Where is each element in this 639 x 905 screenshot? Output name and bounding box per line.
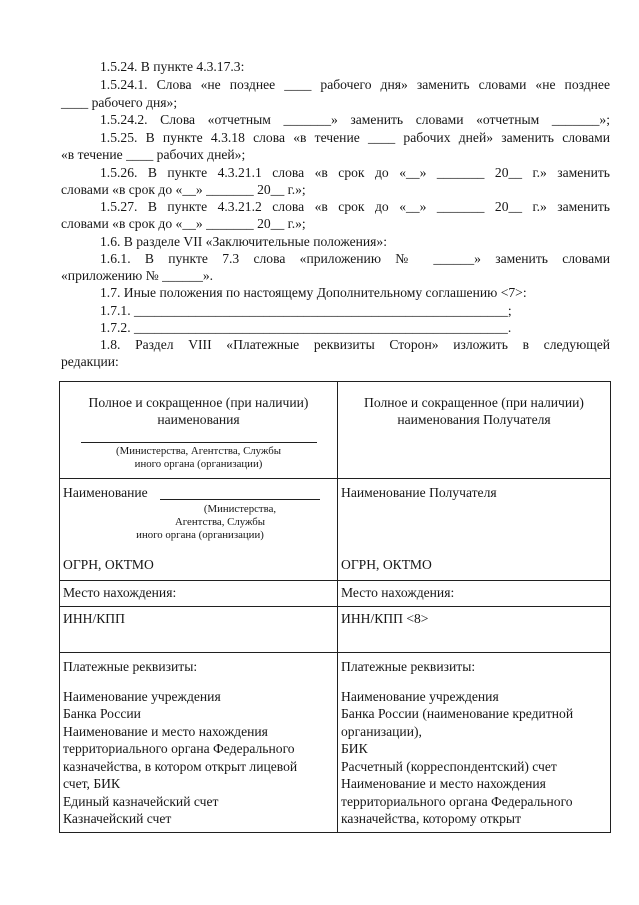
name-left-note-line1: (Министерства, xyxy=(203,503,277,515)
table-column-divider xyxy=(337,382,338,832)
address-left: Место нахождения: xyxy=(63,585,177,600)
payment-right-line: Наименование и место нахождения xyxy=(341,776,546,791)
name-right-label: Наименование Получателя xyxy=(341,485,497,500)
para-1-7-2: 1.7.2. _______________________________________________________. xyxy=(100,320,512,335)
payment-left-spacer xyxy=(63,676,335,688)
para-1-5-27-line1: 1.5.27. В пункте 4.3.21.2 слова «в срок до «__» _______ 20__ г.» заменить xyxy=(100,199,610,214)
header-left-note-line1: (Министерства, Агентства, Службы xyxy=(116,445,281,457)
signature-line xyxy=(81,442,317,443)
payment-left-line: Наименование учреждения xyxy=(63,688,221,704)
para-1-6: 1.6. В разделе VII «Заключительные положения»: xyxy=(100,234,387,249)
payment-right-line: Наименование учреждения xyxy=(341,688,499,704)
payment-left-line: Платежные реквизиты: xyxy=(63,659,198,674)
payment-left-line: Банка России xyxy=(63,706,141,721)
para-1-5-24-1-line2: ____ рабочего дня»; xyxy=(61,95,178,110)
para-1-8-line1: 1.8. Раздел VIII «Платежные реквизиты Сторон» изложить в следующей xyxy=(100,337,610,352)
para-1-5-25-line2: «в течение ____ рабочих дней»; xyxy=(61,147,246,162)
para-1-5-26-line1: 1.5.26. В пункте 4.3.21.1 слова «в срок до «__» _______ 20__ г.» заменить xyxy=(100,165,610,180)
payment-right-line: БИК xyxy=(341,741,368,756)
payment-right-line: организации), xyxy=(341,723,422,739)
table-row-divider xyxy=(60,606,610,607)
name-left-note-line2: Агентства, Службы xyxy=(174,516,266,528)
para-1-5-24: 1.5.24. В пункте 4.3.17.3: xyxy=(100,59,245,74)
para-1-7-1: 1.7.1. _______________________________________________________; xyxy=(100,303,512,318)
para-1-6-1-line1: 1.6.1. В пункте 7.3 слова «приложению № ______» заменить словами xyxy=(100,251,610,266)
ogrn-left: ОГРН, ОКТМО xyxy=(63,557,154,572)
payment-left-line: казначейства, в котором открыт лицевой xyxy=(63,758,298,774)
payment-details-table xyxy=(59,381,611,833)
payment-right-line: Расчетный (корреспондентский) счет xyxy=(341,758,557,774)
inn-right: ИНН/КПП <8> xyxy=(341,611,429,626)
payment-left-line: Единый казначейский счет xyxy=(63,793,219,809)
para-1-5-25-line1: 1.5.25. В пункте 4.3.18 слова «в течение ____ рабочих дней» заменить словами xyxy=(100,130,610,145)
payment-left-line: счет, БИК xyxy=(63,776,121,791)
para-1-6-1-line2: «приложению № ______». xyxy=(61,268,214,283)
name-left-note-line3: иного органа (организации) xyxy=(136,529,264,541)
para-1-5-27-line2: словами «в срок до «__» _______ 20__ г.»; xyxy=(61,216,306,231)
payment-right-line: Банка России (наименование кредитной xyxy=(341,706,574,721)
header-left-note-line2: иного органа (организации) xyxy=(134,458,263,470)
header-left-line2: наименования xyxy=(157,412,240,427)
inn-left: ИНН/КПП xyxy=(63,611,125,626)
payment-right-line: территориального органа Федерального xyxy=(341,793,573,809)
payment-left-line: Наименование и место нахождения xyxy=(63,723,268,739)
name-left-line xyxy=(160,499,320,500)
para-1-5-26-line2: словами «в срок до «__» _______ 20__ г.»; xyxy=(61,182,306,197)
para-1-5-24-1-line1: 1.5.24.1. Слова «не позднее ____ рабочего дня» заменить словами «не позднее xyxy=(100,77,610,92)
table-row-divider xyxy=(60,478,610,479)
payment-left-line: Казначейский счет xyxy=(63,811,172,826)
name-left-label: Наименование xyxy=(63,485,148,500)
table-row-divider xyxy=(60,652,610,653)
para-1-7: 1.7. Иные положения по настоящему Дополнительному соглашению <7>: xyxy=(100,285,527,300)
table-row-divider xyxy=(60,580,610,581)
payment-right-line: Платежные реквизиты: xyxy=(341,659,476,674)
header-right-line1: Полное и сокращенное (при наличии) xyxy=(364,395,584,410)
address-right: Место нахождения: xyxy=(341,585,455,600)
para-1-8-line2: редакции: xyxy=(61,354,119,369)
payment-right-line: казначейства, которому открыт xyxy=(341,811,522,826)
header-right-line2: наименования Получателя xyxy=(397,412,551,427)
ogrn-right: ОГРН, ОКТМО xyxy=(341,557,432,572)
payment-left-block xyxy=(63,658,335,828)
header-left-line1: Полное и сокращенное (при наличии) xyxy=(88,395,309,410)
payment-right-block xyxy=(341,658,609,828)
payment-right-spacer xyxy=(341,676,609,688)
para-1-5-24-2: 1.5.24.2. Слова «отчетным _______» заменить словами «отчетным _______»; xyxy=(100,112,610,127)
payment-left-line: территориального органа Федерального xyxy=(63,741,295,756)
